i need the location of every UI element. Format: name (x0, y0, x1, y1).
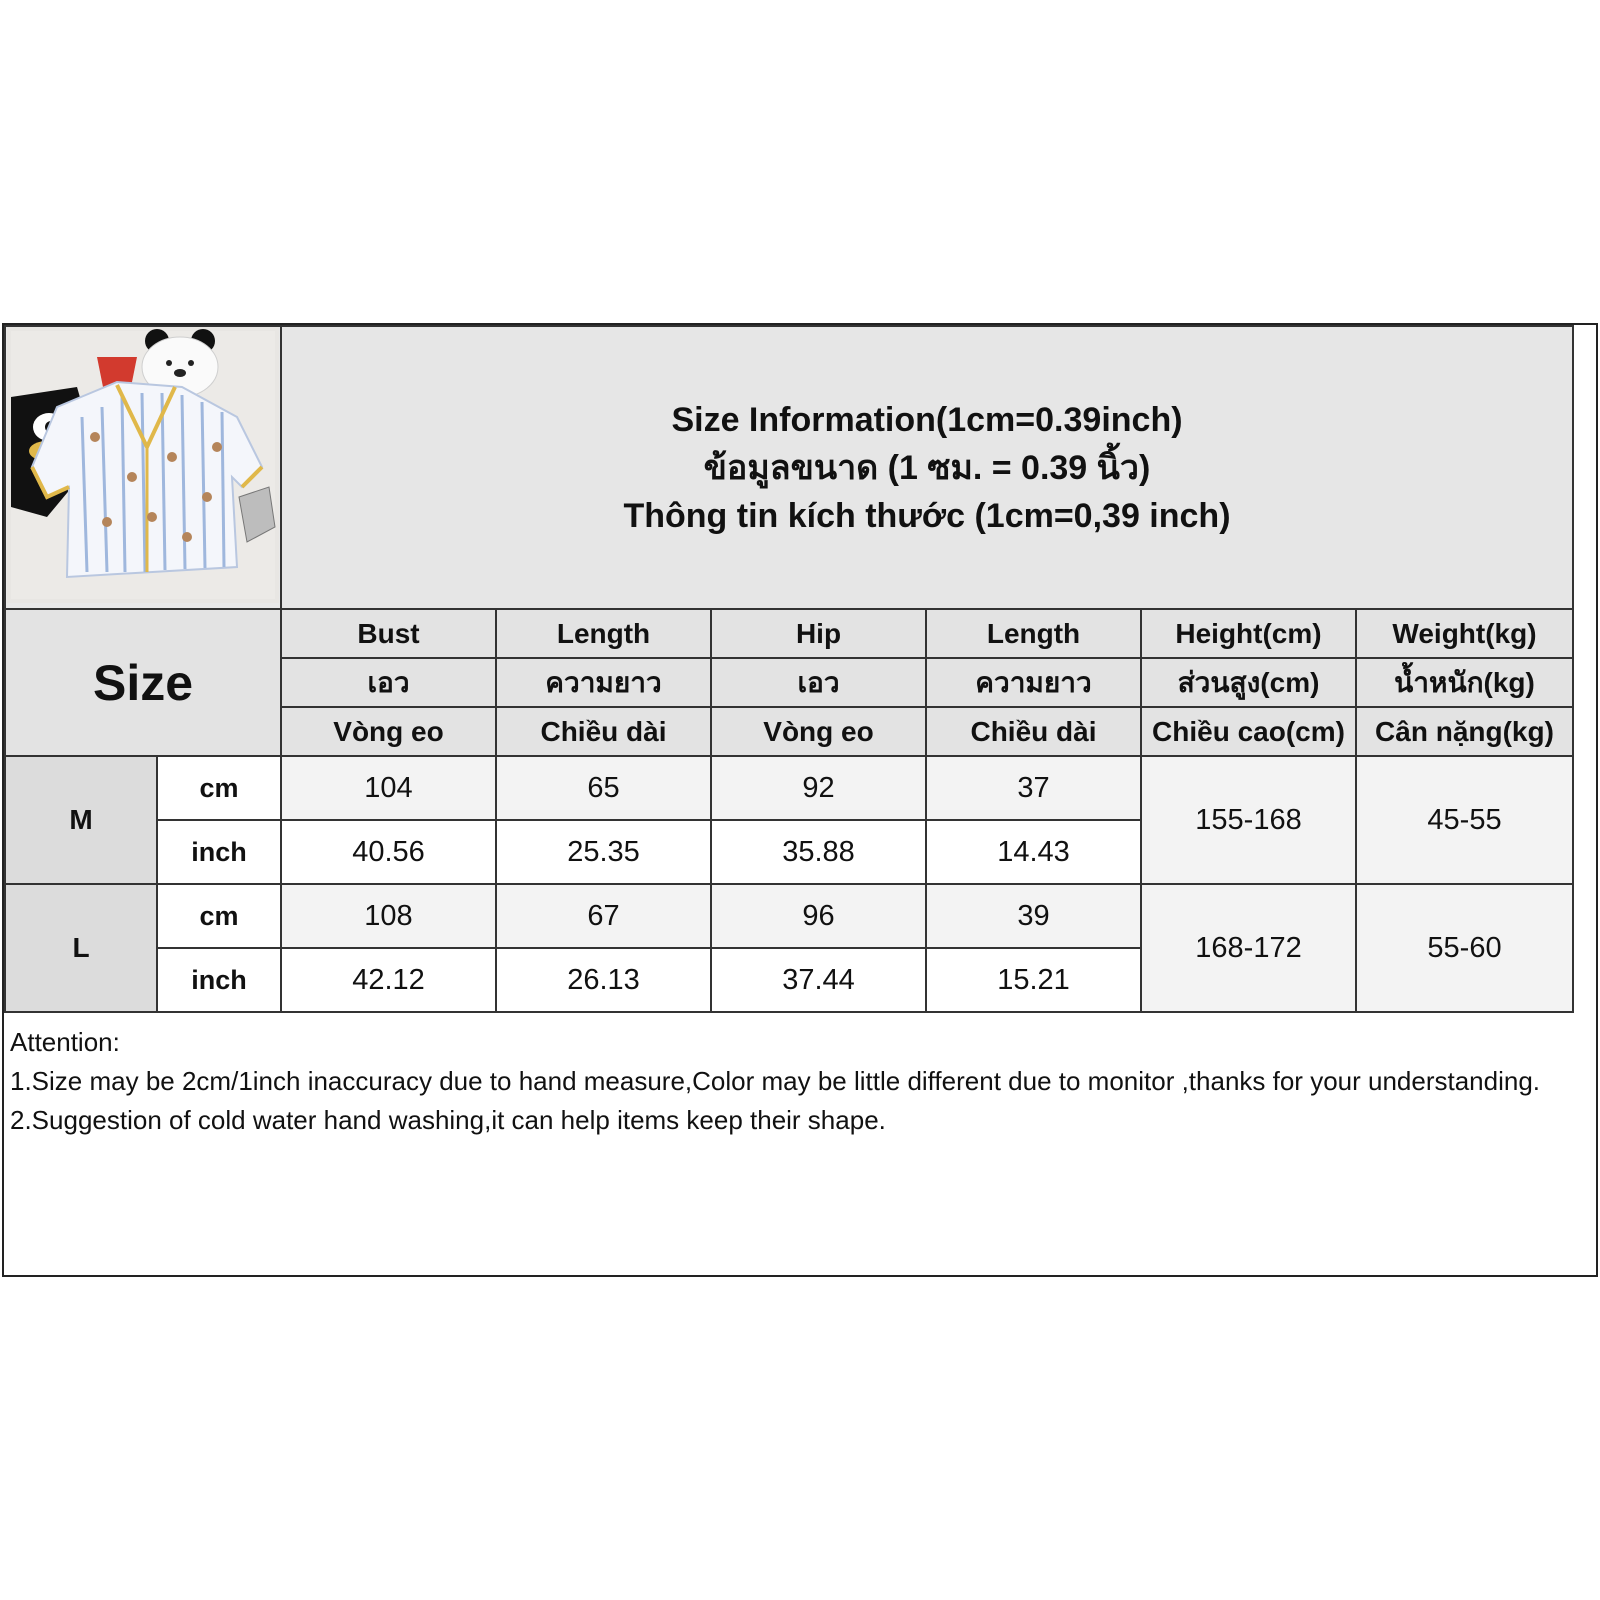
header-weight-thai: น้ำหนัก(kg) (1356, 658, 1573, 707)
l-length-pants-cm: 39 (926, 884, 1141, 948)
header-length-pants-vietnamese: Chiều dài (926, 707, 1141, 756)
l-bust-cm: 108 (281, 884, 496, 948)
attention-heading: Attention: (10, 1027, 120, 1057)
table-row (5, 884, 1573, 948)
m-length-top-inch: 25.35 (496, 820, 711, 884)
m-bust-cm: 104 (281, 756, 496, 820)
l-bust-inch: 42.12 (281, 948, 496, 1012)
m-length-pants-inch: 14.43 (926, 820, 1141, 884)
header-height: Height(cm) (1141, 609, 1356, 658)
header-hip: Hip (711, 609, 926, 658)
header-height-thai: ส่วนสูง(cm) (1141, 658, 1356, 707)
header-height-vietnamese: Chiều cao(cm) (1141, 707, 1356, 756)
l-length-pants-inch: 15.21 (926, 948, 1141, 1012)
l-height: 168-172 (1141, 884, 1356, 1012)
attention-notes (10, 1023, 1590, 1140)
product-photo (5, 326, 281, 609)
size-table (4, 325, 1574, 1013)
l-length-top-inch: 26.13 (496, 948, 711, 1012)
unit-inch: inch (157, 820, 281, 884)
m-length-pants-cm: 37 (926, 756, 1141, 820)
l-hip-inch: 37.44 (711, 948, 926, 1012)
title-line-english: Size Information(1cm=0.39inch) (671, 400, 1183, 439)
header-length-pants: Length (926, 609, 1141, 658)
header-hip-thai: เอว (711, 658, 926, 707)
size-label-l: L (5, 884, 157, 1012)
header-bust-thai: เอว (281, 658, 496, 707)
unit-inch: inch (157, 948, 281, 1012)
m-height: 155-168 (1141, 756, 1356, 884)
header-length-top-vietnamese: Chiều dài (496, 707, 711, 756)
header-weight-vietnamese: Cân nặng(kg) (1356, 707, 1573, 756)
m-bust-inch: 40.56 (281, 820, 496, 884)
header-length-pants-thai: ความยาว (926, 658, 1141, 707)
header-weight: Weight(kg) (1356, 609, 1573, 658)
size-column-header: Size (5, 609, 281, 756)
title-line-vietnamese: Thông tin kích thước (1cm=0,39 inch) (623, 496, 1231, 535)
header-hip-vietnamese: Vòng eo (711, 707, 926, 756)
m-length-top-cm: 65 (496, 756, 711, 820)
attention-note-2: 2.Suggestion of cold water hand washing,it can help items keep their shape. (10, 1105, 886, 1135)
size-information-title (281, 326, 1573, 609)
m-hip-cm: 92 (711, 756, 926, 820)
unit-cm: cm (157, 756, 281, 820)
m-weight: 45-55 (1356, 756, 1573, 884)
header-bust-vietnamese: Vòng eo (281, 707, 496, 756)
l-weight: 55-60 (1356, 884, 1573, 1012)
title-line-thai: ข้อมูลขนาด (1 ซม. = 0.39 นิ้ว) (703, 448, 1151, 487)
attention-note-1: 1.Size may be 2cm/1inch inaccuracy due to hand measure,Color may be little different due to monitor ,thanks for your understanding. (10, 1066, 1541, 1096)
header-length-top: Length (496, 609, 711, 658)
header-length-top-thai: ความยาว (496, 658, 711, 707)
pajama-photo-icon (7, 327, 279, 603)
size-label-m: M (5, 756, 157, 884)
l-length-top-cm: 67 (496, 884, 711, 948)
m-hip-inch: 35.88 (711, 820, 926, 884)
l-hip-cm: 96 (711, 884, 926, 948)
size-chart-sheet (2, 323, 1598, 1277)
unit-cm: cm (157, 884, 281, 948)
table-row (5, 756, 1573, 820)
header-bust: Bust (281, 609, 496, 658)
